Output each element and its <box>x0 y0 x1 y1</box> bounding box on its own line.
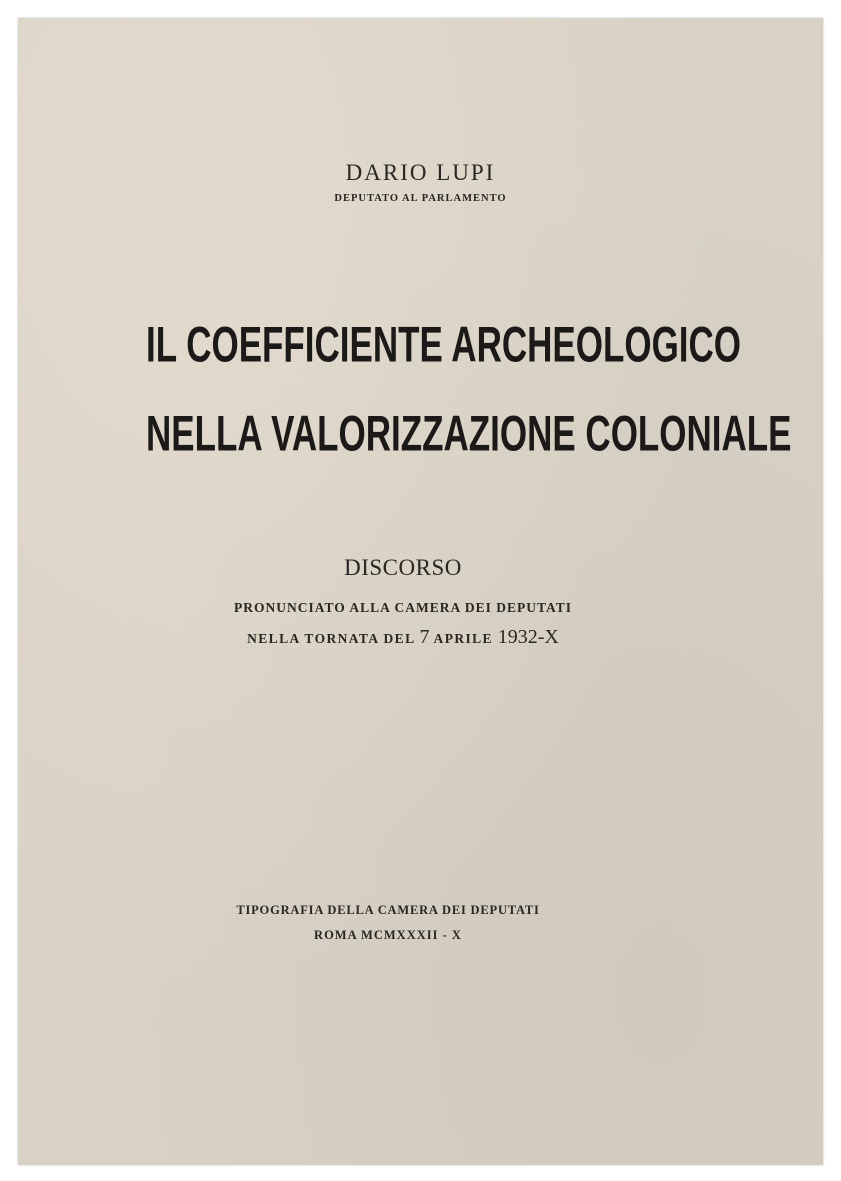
title-line-1: IL COEFFICIENTE ARCHEOLOGICO <box>146 317 742 373</box>
cover-page <box>18 18 823 1165</box>
occasion-month: APRILE <box>433 631 493 646</box>
author-role: DEPUTATO AL PARLAMENTO <box>334 193 507 204</box>
author-name: DARIO LUPI <box>345 160 496 185</box>
printer-name: TIPOGRAFIA DELLA CAMERA DEI DEPUTATI <box>236 903 540 917</box>
occasion-prefix: NELLA TORNATA DEL <box>247 631 415 646</box>
occasion-day: 7 <box>419 626 430 648</box>
occasion-year: 1932-X <box>497 626 559 648</box>
occasion-line-1: PRONUNCIATO ALLA CAMERA DEI DEPUTATI <box>233 600 573 615</box>
title-line-2: NELLA VALORIZZAZIONE COLONIALE <box>146 406 792 462</box>
genre-heading: DISCORSO <box>344 555 462 580</box>
imprint-place-date: ROMA MCMXXXII - X <box>314 928 462 942</box>
occasion-line-2 <box>18 626 788 649</box>
